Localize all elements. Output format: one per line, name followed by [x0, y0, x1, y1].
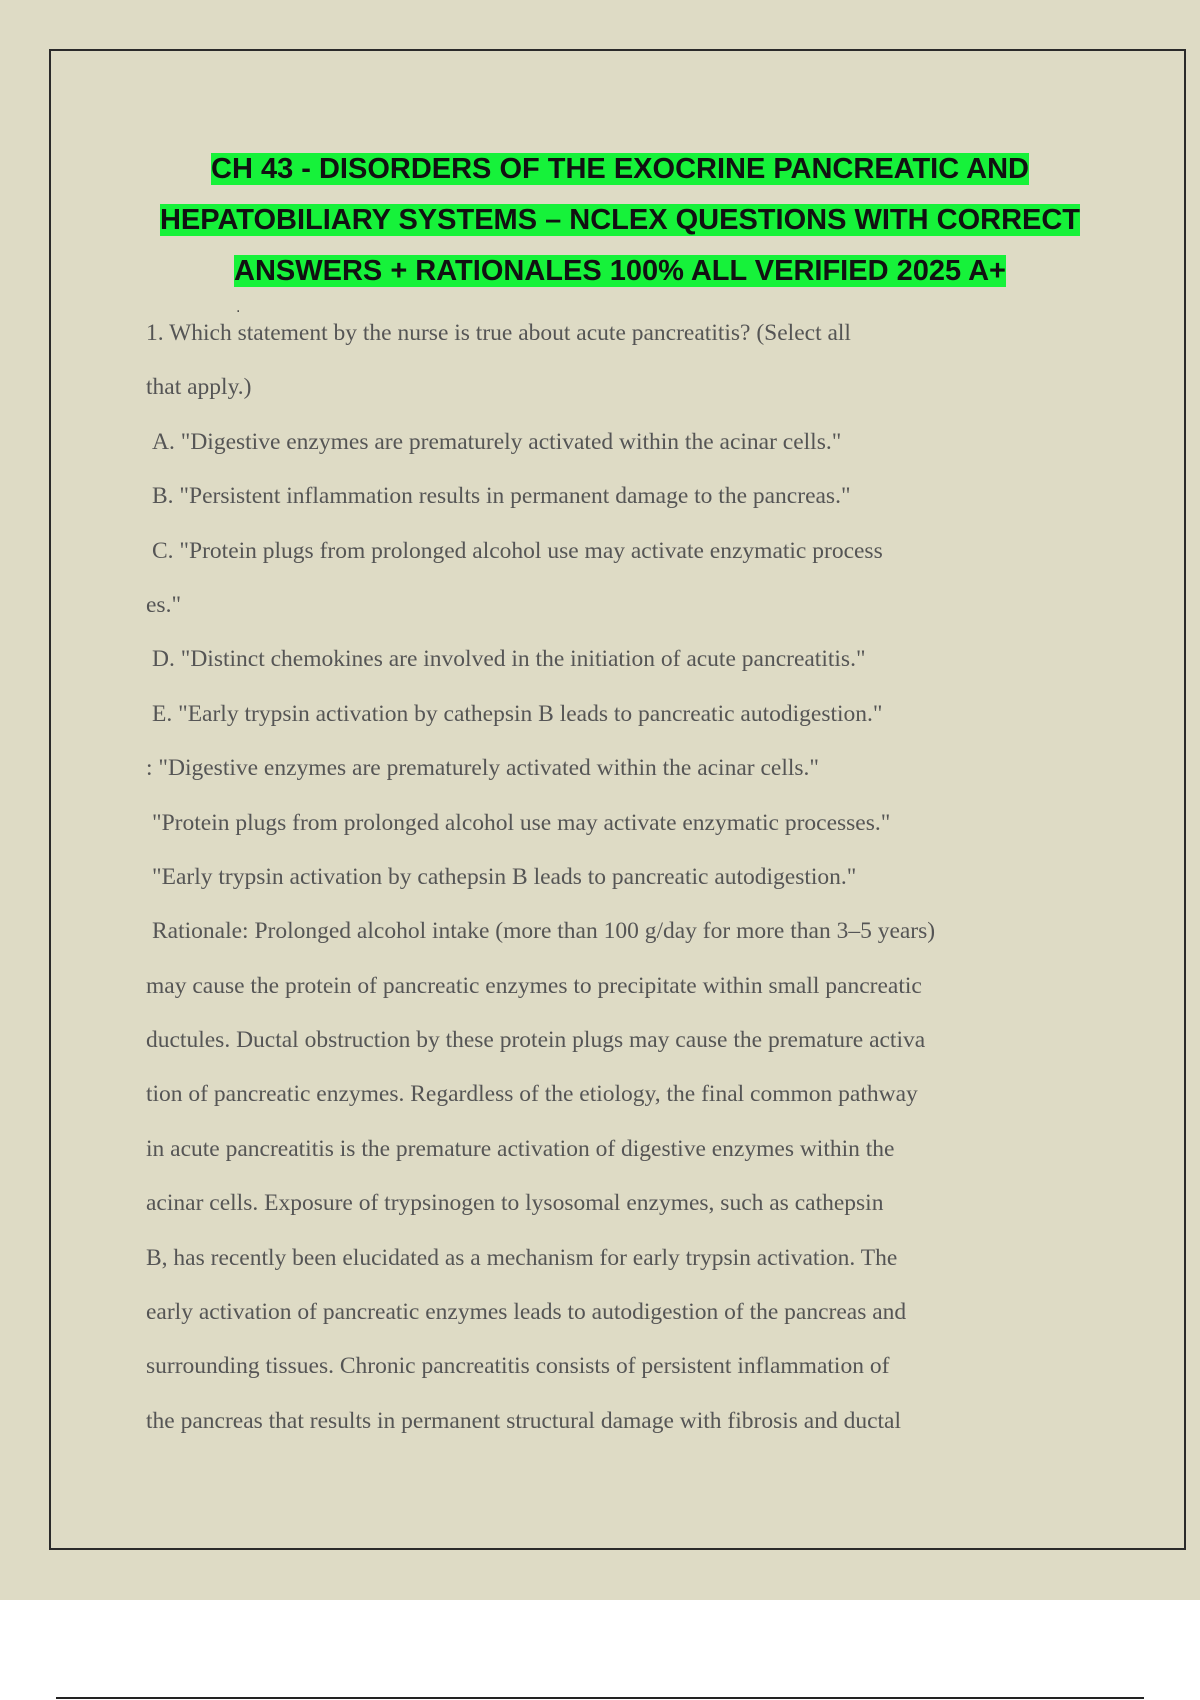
question-stem-line-1: 1. Which statement by the nurse is true about acute pancreatitis? (Select all [146, 320, 851, 346]
answer-line-1: : "Digestive enzymes are prematurely activated within the acinar cells." [146, 755, 819, 782]
option-b: B. "Persistent inflammation results in permanent damage to the pancreas." [152, 483, 851, 510]
rationale-line-8: early activation of pancreatic enzymes leads to autodigestion of the pancreas and [146, 1299, 907, 1326]
option-a: A. "Digestive enzymes are prematurely activated within the acinar cells." [152, 428, 842, 455]
rationale-line-1: Rationale: Prolonged alcohol intake (more than 100 g/day for more than 3–5 years) [152, 918, 936, 945]
rationale-line-6: acinar cells. Exposure of trypsinogen to lysosomal enzymes, such as cathepsin [146, 1190, 884, 1217]
option-c-line-1: C. "Protein plugs from prolonged alcohol use may activate enzymatic process [152, 537, 883, 564]
rationale-line-7: B, has recently been elucidated as a mechanism for early trypsin activation. The [146, 1244, 898, 1271]
title-line-2: HEPATOBILIARY SYSTEMS – NCLEX QUESTIONS WITH CORRECT [159, 204, 1081, 236]
title-line-3: ANSWERS + RATIONALES 100% ALL VERIFIED 2025 A+ [234, 255, 1006, 287]
marker-dot: . [236, 300, 241, 316]
document-title [100, 144, 1140, 297]
answer-line-3: "Early trypsin activation by cathepsin B leads to pancreatic autodigestion." [152, 863, 857, 890]
option-e: E. "Early trypsin activation by cathepsin B leads to pancreatic autodigestion." [152, 700, 883, 727]
answer-line-2: "Protein plugs from prolonged alcohol use may activate enzymatic processes." [152, 809, 891, 836]
rationale-line-4: tion of pancreatic enzymes. Regardless of the etiology, the final common pathway [146, 1081, 918, 1108]
rationale-line-3: ductules. Ductal obstruction by these protein plugs may cause the premature activa [146, 1027, 926, 1054]
title-line-1: CH 43 - DISORDERS OF THE EXOCRINE PANCREATIC AND [211, 153, 1029, 185]
question-stem-line-2: that apply.) [146, 374, 252, 401]
rationale-line-10: the pancreas that results in permanent structural damage with fibrosis and ductal [146, 1407, 902, 1434]
rationale-line-5: in acute pancreatitis is the premature activation of digestive enzymes within the [146, 1135, 895, 1162]
question-block [146, 316, 1106, 1458]
rationale-line-2: may cause the protein of pancreatic enzymes to precipitate within small pancreatic [146, 972, 922, 999]
rationale-line-9: surrounding tissues. Chronic pancreatitis consists of persistent inflammation of [146, 1353, 890, 1380]
footer-rule [56, 1697, 1144, 1699]
option-c-line-2: es." [146, 591, 182, 618]
option-d: D. "Distinct chemokines are involved in the initiation of acute pancreatitis." [152, 646, 866, 673]
